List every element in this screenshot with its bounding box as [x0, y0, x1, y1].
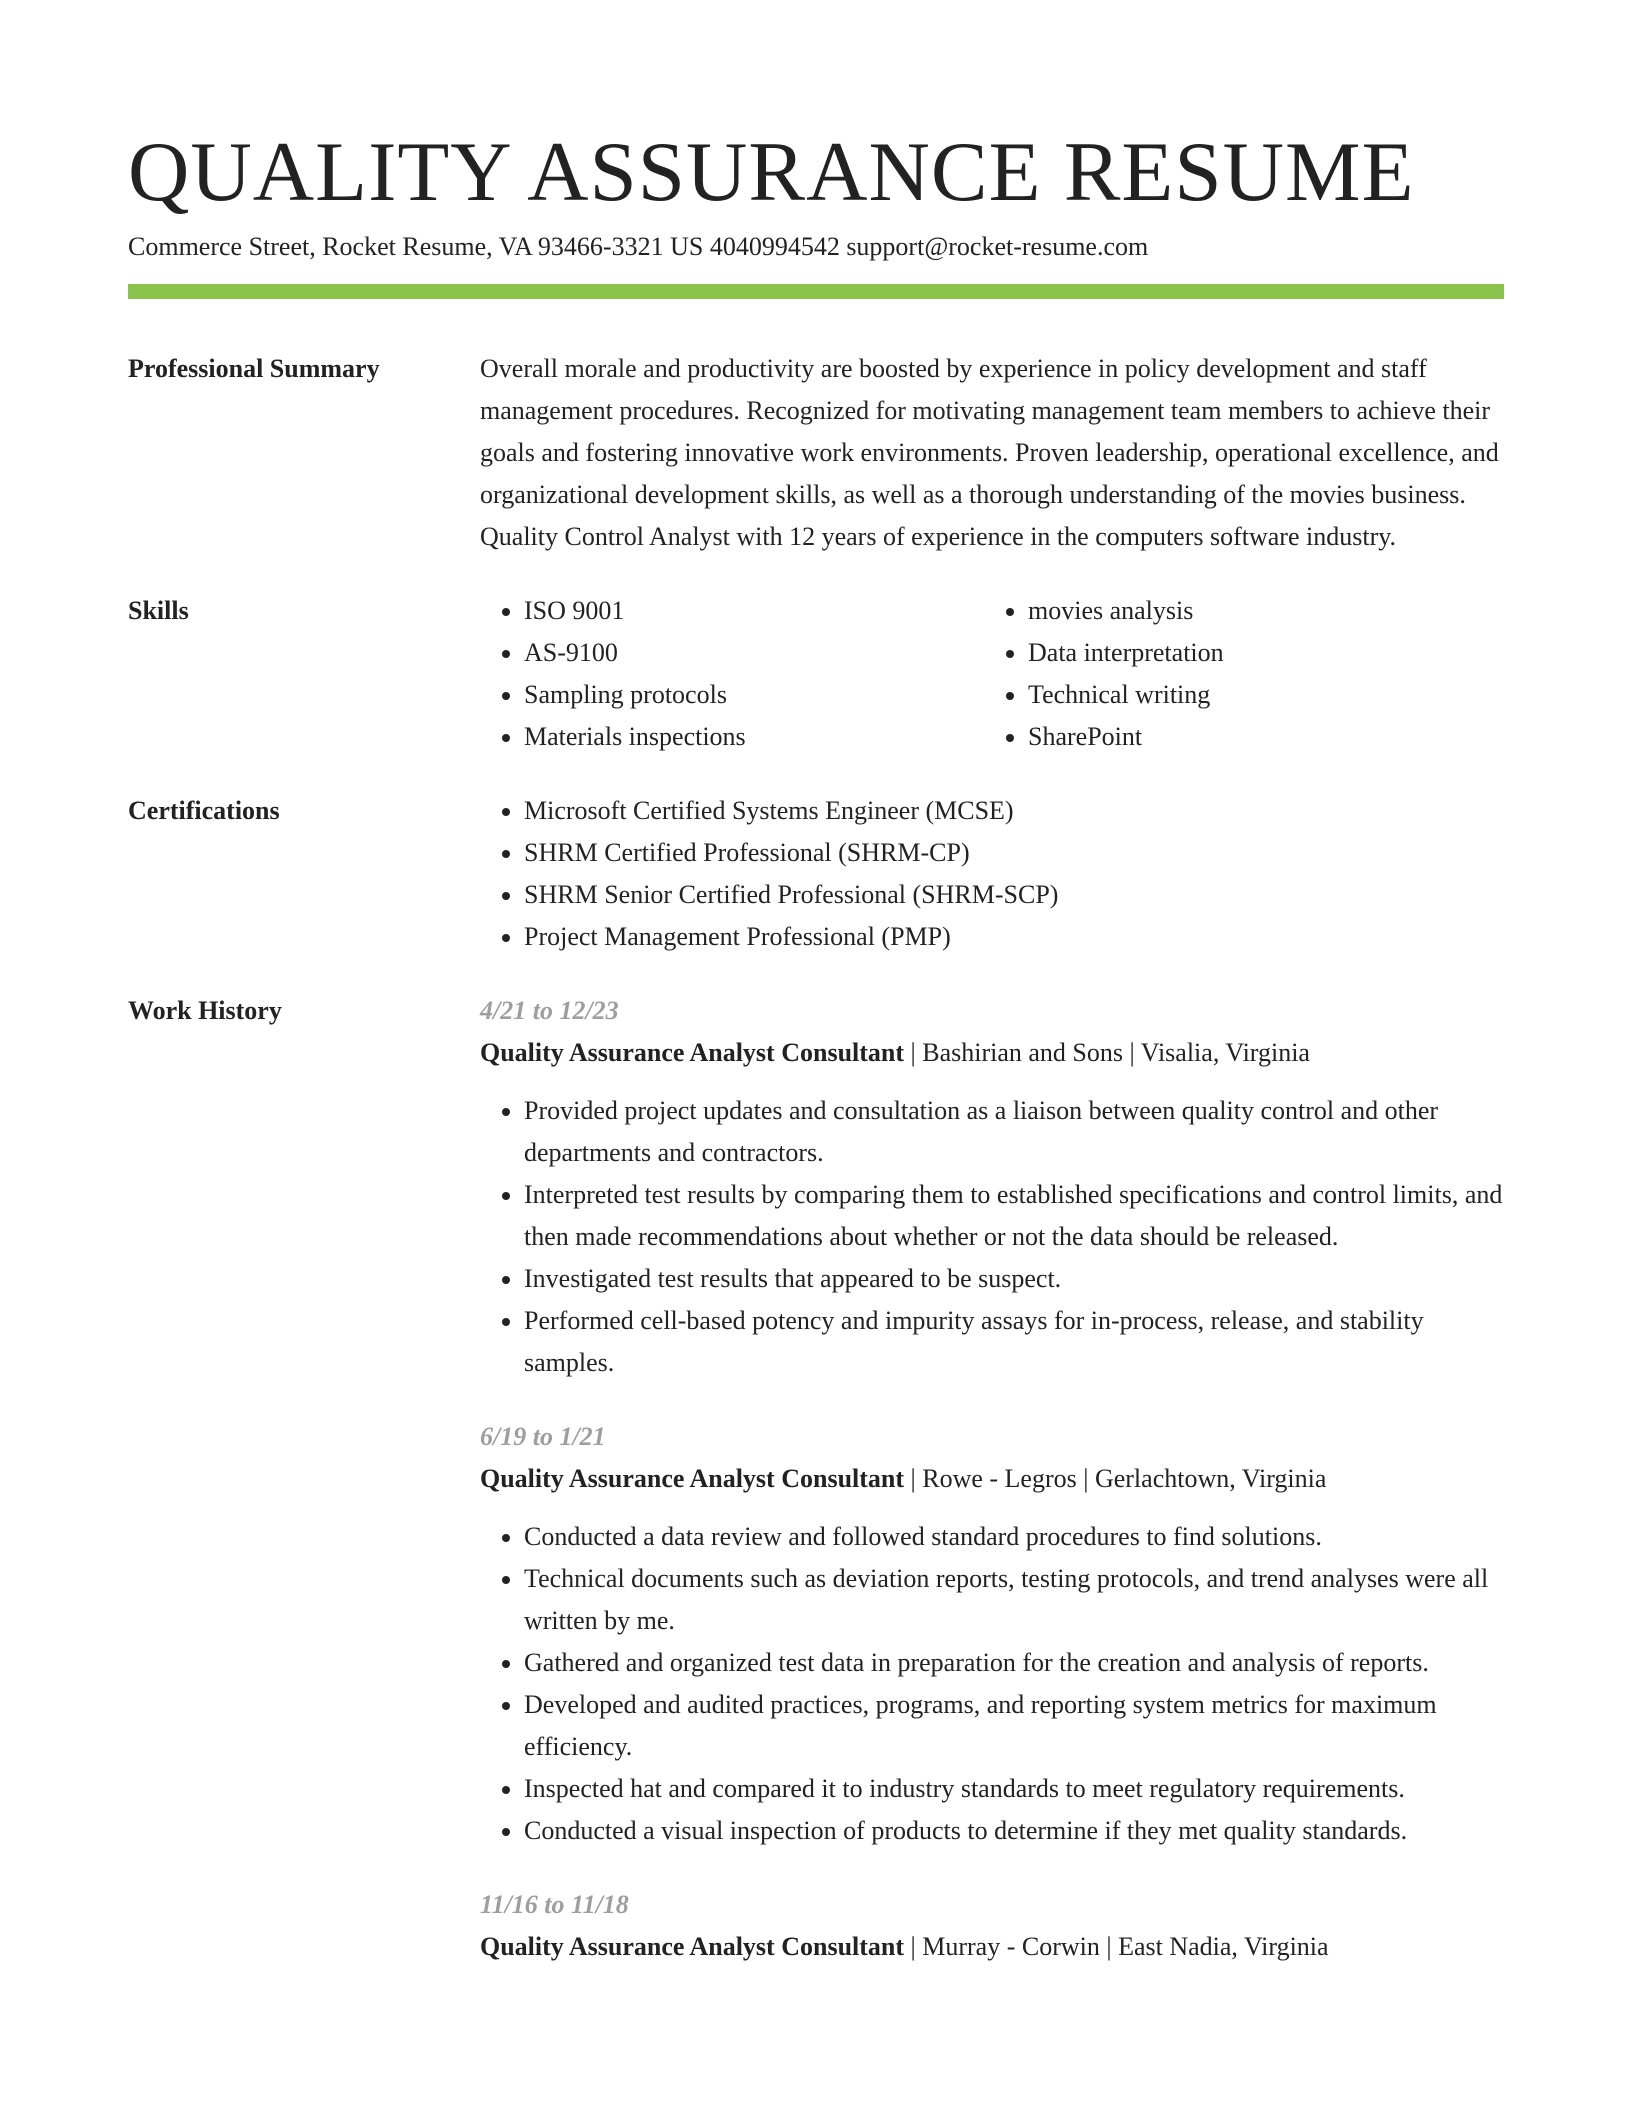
certification-item: • Project Management Professional (PMP) — [524, 916, 1504, 958]
job-title: Quality Assurance Analyst Consultant — [480, 1464, 905, 1493]
job-title: Quality Assurance Analyst Consultant — [480, 1038, 905, 1067]
work-history-body — [480, 990, 1504, 1968]
job-bullet: • Technical documents such as deviation reports, testing protocols, and trend analyses were all written by me. — [524, 1558, 1504, 1642]
skill-item: • ISO 9001 — [524, 590, 984, 632]
summary-text: Overall morale and productivity are boosted by experience in policy development and staff management procedures. Recognized for motivating management team members to achieve their goals and fostering innovative work environments. Proven leadership, operational excellence, and organizational development skills, as well as a thorough understanding of the movies business. Quality Control Analyst with 12 years of experience in the computers software industry. — [480, 354, 1499, 551]
job-bullet: • Performed cell-based potency and impurity assays for in-process, release, and stability samples. — [524, 1300, 1504, 1384]
skills-list-left — [480, 590, 984, 758]
accent-divider — [128, 284, 1504, 299]
skills-body — [480, 590, 1504, 758]
skill-item: • AS-9100 — [524, 632, 984, 674]
job-bullet: • Developed and audited practices, programs, and reporting system metrics for maximum efficiency. — [524, 1684, 1504, 1768]
skill-item: • Materials inspections — [524, 716, 984, 758]
skill-item: • Data interpretation — [1028, 632, 1488, 674]
job-bullet: • Inspected hat and compared it to industry standards to meet regulatory requirements. — [524, 1768, 1504, 1810]
job-entry — [480, 1416, 1504, 1852]
job-company-location: | Bashirian and Sons | Visalia, Virginia — [904, 1038, 1310, 1067]
skills-section — [128, 590, 1504, 758]
certifications-list — [480, 790, 1504, 958]
resume-title: QUALITY ASSURANCE RESUME — [128, 125, 1415, 219]
job-bullet: • Provided project updates and consultation as a liaison between quality control and other departments and contractors. — [524, 1090, 1504, 1174]
skill-item: • SharePoint — [1028, 716, 1488, 758]
job-title: Quality Assurance Analyst Consultant — [480, 1932, 905, 1961]
contact-line: Commerce Street, Rocket Resume, VA 93466-3321 US 4040994542 support@rocket-resume.com — [128, 232, 1149, 261]
section-label-work-history: Work History — [128, 996, 282, 1025]
skill-item: • Technical writing — [1028, 674, 1488, 716]
certifications-section — [128, 790, 1504, 958]
resume-page — [128, 0, 1504, 1968]
summary-body — [480, 348, 1504, 558]
skills-columns — [480, 590, 1504, 758]
skill-item: • Sampling protocols — [524, 674, 984, 716]
certification-item: • Microsoft Certified Systems Engineer (MCSE) — [524, 790, 1504, 832]
job-heading — [480, 1458, 1504, 1500]
section-label-skills: Skills — [128, 596, 189, 625]
job-bullet: • Investigated test results that appeared to be suspect. — [524, 1258, 1504, 1300]
certification-item: • SHRM Certified Professional (SHRM-CP) — [524, 832, 1504, 874]
work-history-section — [128, 990, 1504, 1968]
skill-item: • movies analysis — [1028, 590, 1488, 632]
job-dates: 11/16 to 11/18 — [480, 1890, 629, 1919]
certification-item: • SHRM Senior Certified Professional (SHRM-SCP) — [524, 874, 1504, 916]
job-bullet: • Gathered and organized test data in preparation for the creation and analysis of reports. — [524, 1642, 1504, 1684]
job-bullet: • Interpreted test results by comparing them to established specifications and control limits, and then made recommendations about whether or not the data should be released. — [524, 1174, 1504, 1258]
job-bullets — [480, 1090, 1504, 1384]
section-label-summary: Professional Summary — [128, 354, 380, 383]
job-entry — [480, 990, 1504, 1384]
job-dates: 4/21 to 12/23 — [480, 996, 619, 1025]
skills-list-right — [984, 590, 1488, 758]
professional-summary-section — [128, 348, 1504, 558]
job-company-location: | Rowe - Legros | Gerlachtown, Virginia — [904, 1464, 1327, 1493]
job-heading — [480, 1926, 1504, 1968]
job-heading — [480, 1032, 1504, 1074]
job-entry — [480, 1884, 1504, 1968]
job-bullet: • Conducted a visual inspection of products to determine if they met quality standards. — [524, 1810, 1504, 1852]
skills-column-left — [480, 590, 984, 758]
job-company-location: | Murray - Corwin | East Nadia, Virginia — [904, 1932, 1329, 1961]
certifications-body — [480, 790, 1504, 958]
job-dates: 6/19 to 1/21 — [480, 1422, 606, 1451]
section-label-certifications: Certifications — [128, 796, 280, 825]
skills-column-right — [984, 590, 1488, 758]
job-bullets — [480, 1516, 1504, 1852]
job-bullet: • Conducted a data review and followed standard procedures to find solutions. — [524, 1516, 1504, 1558]
